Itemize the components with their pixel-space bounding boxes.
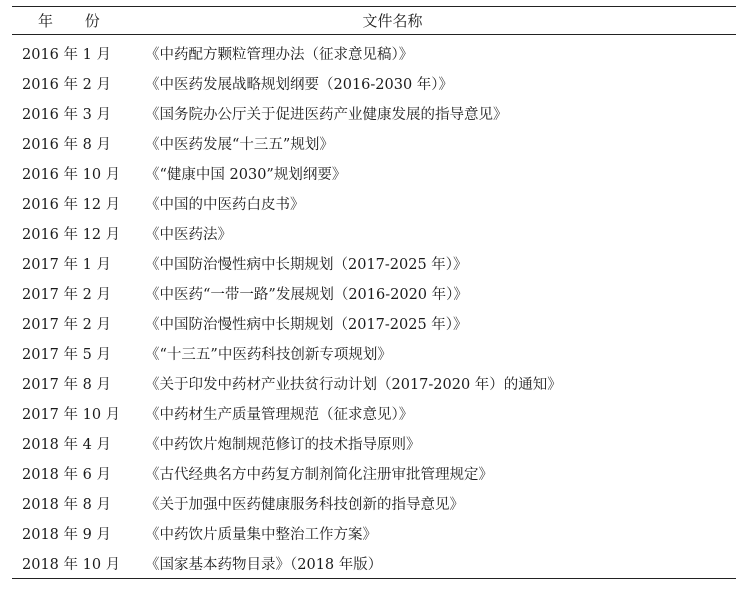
row-document-name: 《中药饮片炮制规范修订的技术指导原则》 — [145, 436, 421, 453]
table-header — [12, 7, 736, 34]
table-row — [12, 368, 736, 398]
row-year: 2018 年 6 月 — [22, 466, 111, 483]
table-row — [12, 278, 736, 308]
row-document-name: 《中药材生产质量管理规范（征求意见）》 — [145, 406, 414, 423]
row-year: 2017 年 5 月 — [22, 346, 111, 363]
header-name: 文件名称 — [362, 12, 423, 30]
table-row — [12, 218, 736, 248]
row-document-name: 《古代经典名方中药复方制剂简化注册审批管理规定》 — [145, 466, 493, 483]
row-document-name: 《国务院办公厅关于促进医药产业健康发展的指导意见》 — [145, 106, 508, 123]
table-row — [12, 68, 736, 98]
row-document-name: 《中国的中医药白皮书》 — [145, 196, 305, 213]
bottom-rule — [12, 578, 736, 579]
header-year: 年 份 — [38, 12, 114, 30]
table-row — [12, 38, 736, 68]
row-document-name: 《中药饮片质量集中整治工作方案》 — [145, 526, 377, 543]
row-document-name: 《关于印发中药材产业扶贫行动计划（2017-2020 年）的通知》 — [145, 376, 562, 393]
row-document-name: 《国家基本药物目录》（2018 年版） — [145, 556, 383, 573]
row-year: 2016 年 2 月 — [22, 76, 111, 93]
row-document-name: 《中医药“一带一路”发展规划（2016-2020 年）》 — [145, 286, 468, 303]
row-year: 2018 年 9 月 — [22, 526, 111, 543]
table-row — [12, 428, 736, 458]
row-year: 2016 年 3 月 — [22, 106, 111, 123]
row-document-name: 《中医药发展“十三五”规划》 — [145, 136, 334, 153]
row-document-name: 《中医药法》 — [145, 226, 232, 243]
table-row — [12, 548, 736, 578]
row-document-name: 《关于加强中医药健康服务科技创新的指导意见》 — [145, 496, 464, 513]
table-row — [12, 458, 736, 488]
row-document-name: 《中医药发展战略规划纲要（2016-2030 年）》 — [145, 76, 454, 93]
table-row — [12, 188, 736, 218]
row-year: 2016 年 1 月 — [22, 46, 111, 63]
row-year: 2017 年 2 月 — [22, 286, 111, 303]
table-row — [12, 398, 736, 428]
policy-table — [12, 6, 736, 579]
table-row — [12, 518, 736, 548]
row-document-name: 《“健康中国 2030”规划纲要》 — [145, 166, 347, 183]
row-year: 2018 年 4 月 — [22, 436, 111, 453]
row-year: 2016 年 12 月 — [22, 226, 121, 243]
table-row — [12, 128, 736, 158]
row-year: 2018 年 8 月 — [22, 496, 111, 513]
row-year: 2016 年 10 月 — [22, 166, 121, 183]
table-row — [12, 338, 736, 368]
row-year: 2017 年 8 月 — [22, 376, 111, 393]
table-row — [12, 158, 736, 188]
row-year: 2017 年 2 月 — [22, 316, 111, 333]
table-row — [12, 248, 736, 278]
row-document-name: 《“十三五”中医药科技创新专项规划》 — [145, 346, 392, 363]
row-document-name: 《中国防治慢性病中长期规划（2017-2025 年）》 — [145, 316, 468, 333]
row-year: 2017 年 10 月 — [22, 406, 121, 423]
row-document-name: 《中药配方颗粒管理办法（征求意见稿）》 — [145, 46, 414, 63]
table-row — [12, 488, 736, 518]
row-year: 2018 年 10 月 — [22, 556, 121, 573]
row-year: 2016 年 8 月 — [22, 136, 111, 153]
table-body — [12, 35, 736, 578]
table-row — [12, 308, 736, 338]
row-year: 2017 年 1 月 — [22, 256, 111, 273]
row-year: 2016 年 12 月 — [22, 196, 121, 213]
row-document-name: 《中国防治慢性病中长期规划（2017-2025 年）》 — [145, 256, 468, 273]
table-row — [12, 98, 736, 128]
